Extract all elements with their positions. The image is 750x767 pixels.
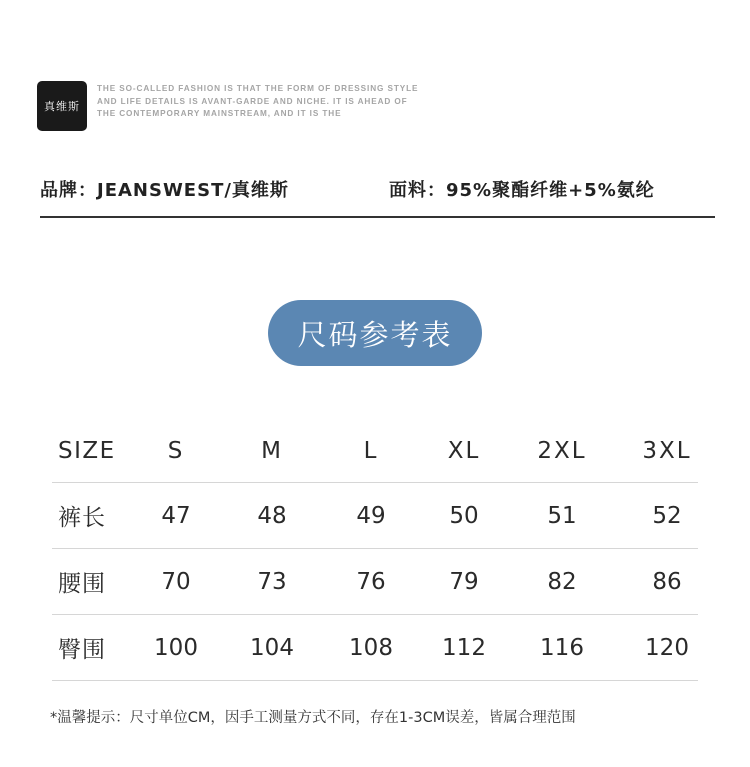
table-cell: 48 xyxy=(257,502,287,529)
size-chart-title: 尺码参考表 xyxy=(297,317,453,352)
header-cell: 2XL xyxy=(537,438,587,464)
table-cell: 86 xyxy=(652,568,682,595)
table-cell: 70 xyxy=(161,568,191,595)
brand-logo-text: 真维斯 xyxy=(44,100,80,113)
table-cell: 100 xyxy=(154,634,198,661)
table-header-row xyxy=(52,420,698,483)
fashion-tagline: THE SO-CALLED FASHION IS THAT THE FORM OF DRESSING STYLE AND LIFE DETAILS IS AVANT-GARDE AND NICHE. IT IS AHEAD OF THE CONTEMPORARY MAINSTREAM, AND IT IS THE xyxy=(97,84,419,118)
fabric-info: 面料：95%聚酯纤维+5%氨纶 xyxy=(389,180,655,201)
measurement-note: *温馨提示：尺寸单位CM，因手工测量方式不同，存在1-3CM误差，皆属合理范围 xyxy=(50,710,576,726)
size-table xyxy=(52,420,698,681)
header-cell: S xyxy=(167,438,185,464)
header-cell: SIZE xyxy=(58,438,116,464)
table-row xyxy=(52,615,698,681)
table-cell: 108 xyxy=(349,634,393,661)
table-cell: 112 xyxy=(442,634,486,661)
table-cell: 51 xyxy=(547,502,577,529)
table-cell: 104 xyxy=(250,634,294,661)
table-cell: 47 xyxy=(161,502,191,529)
table-cell: 82 xyxy=(547,568,577,595)
header-cell: XL xyxy=(447,438,481,464)
table-cell: 52 xyxy=(652,502,682,529)
table-row xyxy=(52,549,698,615)
table-row xyxy=(52,483,698,549)
brand-info: 品牌：JEANSWEST/真维斯 xyxy=(40,180,289,201)
table-cell: 79 xyxy=(449,568,479,595)
table-cell: 116 xyxy=(540,634,584,661)
row-label: 臀围 xyxy=(58,637,106,663)
row-label: 裤长 xyxy=(58,505,106,531)
table-cell: 49 xyxy=(356,502,386,529)
brand-logo xyxy=(37,81,87,131)
table-cell: 50 xyxy=(449,502,479,529)
row-label: 腰围 xyxy=(58,571,106,597)
table-cell: 120 xyxy=(645,634,689,661)
size-chart-title-badge xyxy=(268,300,482,366)
header-cell: L xyxy=(363,438,379,464)
table-cell: 73 xyxy=(257,568,287,595)
section-divider xyxy=(40,216,715,218)
product-info-row xyxy=(40,176,715,208)
header-cell: M xyxy=(261,438,283,464)
header-cell: 3XL xyxy=(642,438,692,464)
table-cell: 76 xyxy=(356,568,386,595)
